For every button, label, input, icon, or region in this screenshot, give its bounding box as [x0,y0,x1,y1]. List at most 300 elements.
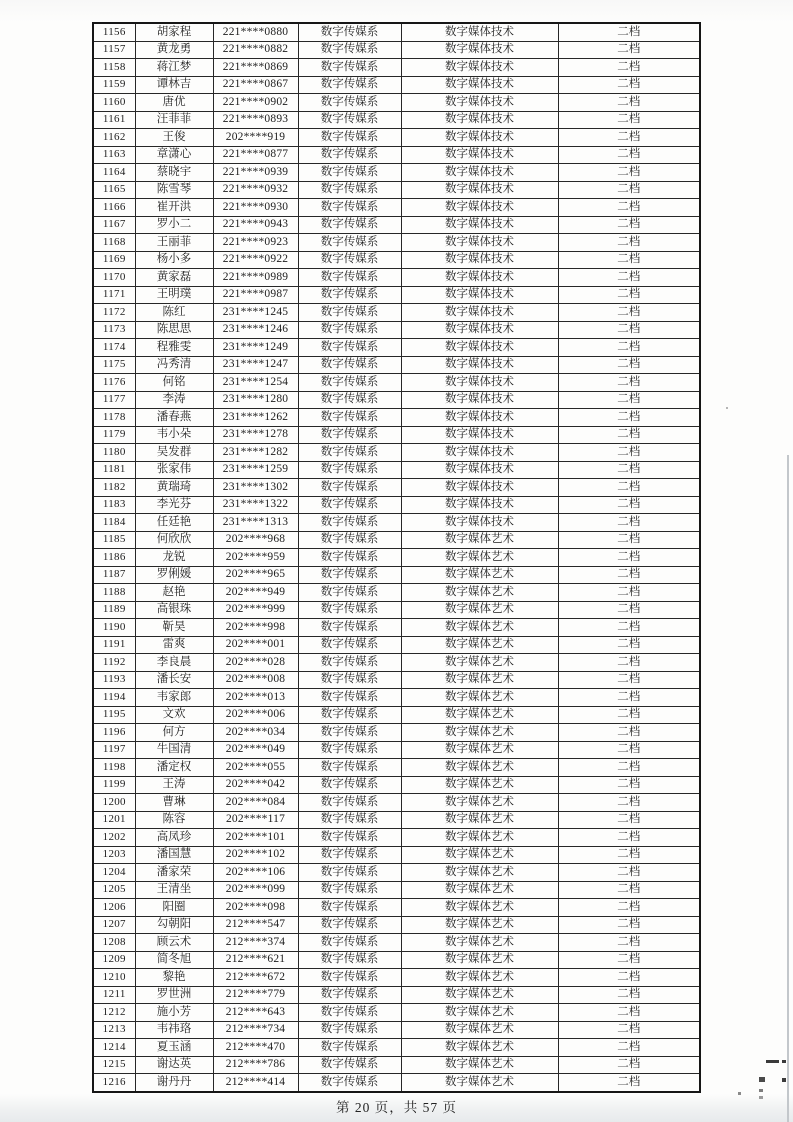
table-cell: 二档 [558,741,700,759]
table-cell: 曹琳 [135,794,213,812]
table-cell: 202****049 [213,741,298,759]
table-cell: 212****786 [213,1056,298,1074]
table-cell: 1200 [93,794,135,812]
table-cell: 谭林吉 [135,76,213,94]
table-cell: 数字媒体艺术 [401,794,558,812]
table-cell: 二档 [558,1056,700,1074]
table-cell: 202****034 [213,724,298,742]
table-cell: 202****099 [213,881,298,899]
scan-speck [759,1096,763,1099]
table-cell: 数字媒体技术 [401,514,558,532]
table-cell: 数字媒体艺术 [401,619,558,637]
table-cell: 二档 [558,111,700,129]
table-cell: 231****1245 [213,304,298,322]
table-cell: 数字传媒系 [298,636,401,654]
table-row [93,269,700,287]
table-cell: 231****1259 [213,461,298,479]
table-cell: 1161 [93,111,135,129]
table-cell: 韦家郎 [135,689,213,707]
table-cell: 数字传媒系 [298,549,401,567]
table-cell: 数字媒体技术 [401,444,558,462]
table-cell: 数字媒体艺术 [401,846,558,864]
table-row [93,496,700,514]
table-cell: 二档 [558,426,700,444]
table-row [93,94,700,112]
table-cell: 二档 [558,1039,700,1057]
table-cell: 韦祎珞 [135,1021,213,1039]
table-cell: 数字媒体艺术 [401,811,558,829]
table-cell: 1160 [93,94,135,112]
table-cell: 二档 [558,706,700,724]
table-cell: 数字媒体艺术 [401,706,558,724]
table-cell: 二档 [558,216,700,234]
table-cell: 二档 [558,41,700,59]
table-cell: 黄瑞琦 [135,479,213,497]
table-cell: 1191 [93,636,135,654]
table-cell: 数字媒体艺术 [401,741,558,759]
table-cell: 二档 [558,619,700,637]
table-cell: 数字媒体艺术 [401,671,558,689]
table-cell: 212****672 [213,969,298,987]
table-cell: 二档 [558,689,700,707]
table-cell: 231****1282 [213,444,298,462]
table-cell: 潘春燕 [135,409,213,427]
table-cell: 数字媒体艺术 [401,566,558,584]
table-cell: 二档 [558,444,700,462]
table-cell: 数字媒体技术 [401,181,558,199]
table-cell: 二档 [558,584,700,602]
table-row [93,304,700,322]
table-cell: 张家伟 [135,461,213,479]
table-cell: 202****101 [213,829,298,847]
table-cell: 数字传媒系 [298,444,401,462]
table-cell: 二档 [558,286,700,304]
table-cell: 二档 [558,899,700,917]
table-cell: 二档 [558,199,700,217]
table-cell: 1206 [93,899,135,917]
table-cell: 221****0932 [213,181,298,199]
table-cell: 数字传媒系 [298,76,401,94]
table-cell: 数字传媒系 [298,776,401,794]
table-cell: 数字传媒系 [298,741,401,759]
table-cell: 数字媒体艺术 [401,881,558,899]
table-cell: 221****0939 [213,164,298,182]
table-cell: 数字传媒系 [298,269,401,287]
table-cell: 王明璞 [135,286,213,304]
table-cell: 数字传媒系 [298,59,401,77]
table-cell: 高银珠 [135,601,213,619]
table-cell: 1195 [93,706,135,724]
table-cell: 数字传媒系 [298,584,401,602]
table-cell: 数字媒体技术 [401,391,558,409]
table-cell: 数字媒体技术 [401,304,558,322]
table-cell: 数字媒体技术 [401,251,558,269]
table-cell: 二档 [558,23,700,41]
table-cell: 李涛 [135,391,213,409]
table-cell: 二档 [558,724,700,742]
table-row [93,619,700,637]
table-row [93,724,700,742]
table-row [93,654,700,672]
table-cell: 1212 [93,1004,135,1022]
table-cell: 二档 [558,94,700,112]
table-cell: 1190 [93,619,135,637]
table-cell: 二档 [558,129,700,147]
table-cell: 212****374 [213,934,298,952]
table-cell: 谢达英 [135,1056,213,1074]
table-cell: 韦小朵 [135,426,213,444]
table-cell: 文欢 [135,706,213,724]
table-row [93,951,700,969]
table-cell: 1158 [93,59,135,77]
table-cell: 数字媒体艺术 [401,916,558,934]
table-cell: 数字媒体技术 [401,216,558,234]
table-cell: 二档 [558,794,700,812]
table-cell: 数字传媒系 [298,199,401,217]
table-cell: 二档 [558,234,700,252]
table-cell: 数字媒体技术 [401,286,558,304]
table-cell: 1174 [93,339,135,357]
table-cell: 潘国慧 [135,846,213,864]
table-cell: 1164 [93,164,135,182]
table-row [93,636,700,654]
table-cell: 二档 [558,881,700,899]
table-cell: 数字传媒系 [298,881,401,899]
table-cell: 二档 [558,304,700,322]
table-cell: 1215 [93,1056,135,1074]
table-cell: 数字媒体艺术 [401,934,558,952]
table-cell: 数字传媒系 [298,916,401,934]
table-cell: 数字媒体技术 [401,111,558,129]
table-row [93,549,700,567]
table-cell: 1185 [93,531,135,549]
student-roster-table [92,22,701,1093]
table-cell: 数字媒体艺术 [401,549,558,567]
table-cell: 202****102 [213,846,298,864]
table-cell: 高凤珍 [135,829,213,847]
table-cell: 数字媒体技术 [401,479,558,497]
table-cell: 数字传媒系 [298,601,401,619]
table-cell: 龙锐 [135,549,213,567]
table-cell: 数字媒体技术 [401,426,558,444]
table-cell: 蒋江梦 [135,59,213,77]
table-cell: 二档 [558,1021,700,1039]
table-cell: 数字传媒系 [298,619,401,637]
table-cell: 202****001 [213,636,298,654]
table-row [93,846,700,864]
table-row [93,689,700,707]
table-cell: 二档 [558,969,700,987]
table-cell: 202****965 [213,566,298,584]
table-cell: 1211 [93,986,135,1004]
table-row [93,146,700,164]
table-row [93,1004,700,1022]
table-cell: 蔡晓宇 [135,164,213,182]
table-row [93,969,700,987]
table-cell: 罗世洲 [135,986,213,1004]
table-cell: 1171 [93,286,135,304]
table-cell: 1193 [93,671,135,689]
table-cell: 1205 [93,881,135,899]
table-cell: 李光芬 [135,496,213,514]
table-cell: 1186 [93,549,135,567]
table-cell: 二档 [558,356,700,374]
table-row [93,391,700,409]
table-cell: 二档 [558,59,700,77]
table-cell: 二档 [558,864,700,882]
table-cell: 二档 [558,636,700,654]
table-cell: 陈容 [135,811,213,829]
table-cell: 数字传媒系 [298,531,401,549]
table-row [93,1074,700,1092]
scan-speck [782,1060,786,1063]
table-row [93,409,700,427]
table-row [93,199,700,217]
table-cell: 1201 [93,811,135,829]
scan-speck [726,407,728,409]
table-cell: 数字媒体技术 [401,496,558,514]
table-cell: 数字传媒系 [298,759,401,777]
table-cell: 数字媒体艺术 [401,864,558,882]
table-cell: 1169 [93,251,135,269]
table-cell: 1175 [93,356,135,374]
table-cell: 二档 [558,391,700,409]
table-cell: 202****006 [213,706,298,724]
table-cell: 数字传媒系 [298,829,401,847]
table-cell: 数字媒体技术 [401,164,558,182]
table-cell: 221****0930 [213,199,298,217]
table-row [93,251,700,269]
table-cell: 202****968 [213,531,298,549]
table-cell: 数字媒体技术 [401,356,558,374]
table-cell: 汪菲菲 [135,111,213,129]
table-cell: 数字传媒系 [298,339,401,357]
table-cell: 简冬旭 [135,951,213,969]
table-cell: 数字传媒系 [298,986,401,1004]
table-cell: 何铭 [135,374,213,392]
table-cell: 数字传媒系 [298,304,401,322]
table-row [93,1021,700,1039]
table-cell: 1159 [93,76,135,94]
table-cell: 陈思思 [135,321,213,339]
table-row [93,794,700,812]
table-cell: 202****055 [213,759,298,777]
table-row [93,181,700,199]
table-cell: 数字媒体技术 [401,269,558,287]
table-cell: 212****470 [213,1039,298,1057]
table-row [93,601,700,619]
table-cell: 数字传媒系 [298,951,401,969]
table-cell: 数字传媒系 [298,216,401,234]
table-cell: 数字媒体艺术 [401,899,558,917]
table-cell: 数字传媒系 [298,864,401,882]
table-cell: 谢丹丹 [135,1074,213,1092]
table-cell: 1184 [93,514,135,532]
table-cell: 数字传媒系 [298,286,401,304]
table-row [93,934,700,952]
table-cell: 数字传媒系 [298,846,401,864]
table-cell: 1167 [93,216,135,234]
table-cell: 数字传媒系 [298,934,401,952]
table-cell: 1209 [93,951,135,969]
table-row [93,356,700,374]
table-cell: 数字传媒系 [298,129,401,147]
table-row [93,59,700,77]
table-cell: 数字传媒系 [298,321,401,339]
table-cell: 1172 [93,304,135,322]
table-cell: 221****0987 [213,286,298,304]
table-row [93,321,700,339]
table-cell: 潘定权 [135,759,213,777]
table-cell: 数字传媒系 [298,251,401,269]
table-row [93,671,700,689]
table-cell: 数字传媒系 [298,23,401,41]
table-cell: 数字媒体艺术 [401,689,558,707]
table-cell: 数字媒体技术 [401,321,558,339]
table-cell: 数字传媒系 [298,391,401,409]
table-cell: 1188 [93,584,135,602]
table-row [93,706,700,724]
table-cell: 1170 [93,269,135,287]
table-cell: 231****1280 [213,391,298,409]
table-cell: 数字传媒系 [298,566,401,584]
table-cell: 数字传媒系 [298,479,401,497]
table-cell: 数字媒体艺术 [401,1039,558,1057]
table-row [93,776,700,794]
table-cell: 数字传媒系 [298,356,401,374]
table-row [93,514,700,532]
table-cell: 202****117 [213,811,298,829]
table-cell: 二档 [558,251,700,269]
table-row [93,584,700,602]
table-cell: 1204 [93,864,135,882]
table-cell: 1179 [93,426,135,444]
scan-speck [782,1078,786,1082]
table-cell: 202****949 [213,584,298,602]
table-cell: 数字传媒系 [298,111,401,129]
table-cell: 1199 [93,776,135,794]
table-cell: 202****998 [213,619,298,637]
table-cell: 章潇心 [135,146,213,164]
table-cell: 二档 [558,146,700,164]
table-cell: 数字媒体艺术 [401,1004,558,1022]
table-cell: 二档 [558,496,700,514]
table-cell: 202****013 [213,689,298,707]
table-cell: 数字传媒系 [298,409,401,427]
table-cell: 231****1247 [213,356,298,374]
table-row [93,1056,700,1074]
table-cell: 二档 [558,759,700,777]
table-cell: 二档 [558,531,700,549]
table-cell: 数字传媒系 [298,1074,401,1092]
table-row [93,164,700,182]
table-cell: 陈雪琴 [135,181,213,199]
table-cell: 数字媒体技术 [401,339,558,357]
table-cell: 202****098 [213,899,298,917]
roster-table-body [93,23,700,1092]
table-cell: 二档 [558,1004,700,1022]
table-cell: 数字媒体技术 [401,23,558,41]
table-cell: 数字媒体技术 [401,59,558,77]
table-cell: 221****0867 [213,76,298,94]
table-cell: 231****1313 [213,514,298,532]
table-cell: 数字传媒系 [298,969,401,987]
table-cell: 202****084 [213,794,298,812]
table-cell: 212****643 [213,1004,298,1022]
table-cell: 221****0943 [213,216,298,234]
table-cell: 二档 [558,549,700,567]
table-cell: 1210 [93,969,135,987]
table-cell: 数字传媒系 [298,1004,401,1022]
table-cell: 212****414 [213,1074,298,1092]
table-row [93,986,700,1004]
table-cell: 数字媒体技术 [401,374,558,392]
table-cell: 数字媒体技术 [401,461,558,479]
table-cell: 数字媒体技术 [401,94,558,112]
table-cell: 231****1302 [213,479,298,497]
table-cell: 黄龙勇 [135,41,213,59]
table-cell: 202****008 [213,671,298,689]
table-cell: 靳昊 [135,619,213,637]
table-cell: 胡家程 [135,23,213,41]
table-cell: 二档 [558,916,700,934]
table-cell: 1166 [93,199,135,217]
table-cell: 1197 [93,741,135,759]
table-row [93,741,700,759]
table-cell: 任廷艳 [135,514,213,532]
table-cell: 数字传媒系 [298,811,401,829]
table-row [93,23,700,41]
table-row [93,76,700,94]
table-row [93,759,700,777]
table-cell: 数字媒体艺术 [401,776,558,794]
table-cell: 231****1322 [213,496,298,514]
table-cell: 212****621 [213,951,298,969]
table-cell: 数字媒体艺术 [401,951,558,969]
table-row [93,479,700,497]
table-row [93,811,700,829]
table-cell: 李良晨 [135,654,213,672]
table-cell: 1168 [93,234,135,252]
table-cell: 数字传媒系 [298,146,401,164]
table-row [93,444,700,462]
table-row [93,111,700,129]
table-cell: 231****1254 [213,374,298,392]
table-cell: 陈红 [135,304,213,322]
table-cell: 221****0923 [213,234,298,252]
table-cell: 1196 [93,724,135,742]
table-cell: 二档 [558,374,700,392]
table-cell: 数字传媒系 [298,794,401,812]
table-cell: 何欣欣 [135,531,213,549]
table-cell: 数字传媒系 [298,94,401,112]
table-cell: 数字媒体技术 [401,41,558,59]
table-cell: 赵艳 [135,584,213,602]
table-row [93,566,700,584]
table-cell: 1187 [93,566,135,584]
table-cell: 二档 [558,654,700,672]
table-row [93,234,700,252]
table-cell: 二档 [558,566,700,584]
table-cell: 施小芳 [135,1004,213,1022]
table-cell: 数字媒体艺术 [401,986,558,1004]
table-cell: 221****0922 [213,251,298,269]
table-cell: 数字传媒系 [298,1056,401,1074]
table-cell: 二档 [558,846,700,864]
table-cell: 阳圈 [135,899,213,917]
table-cell: 1182 [93,479,135,497]
table-cell: 212****734 [213,1021,298,1039]
